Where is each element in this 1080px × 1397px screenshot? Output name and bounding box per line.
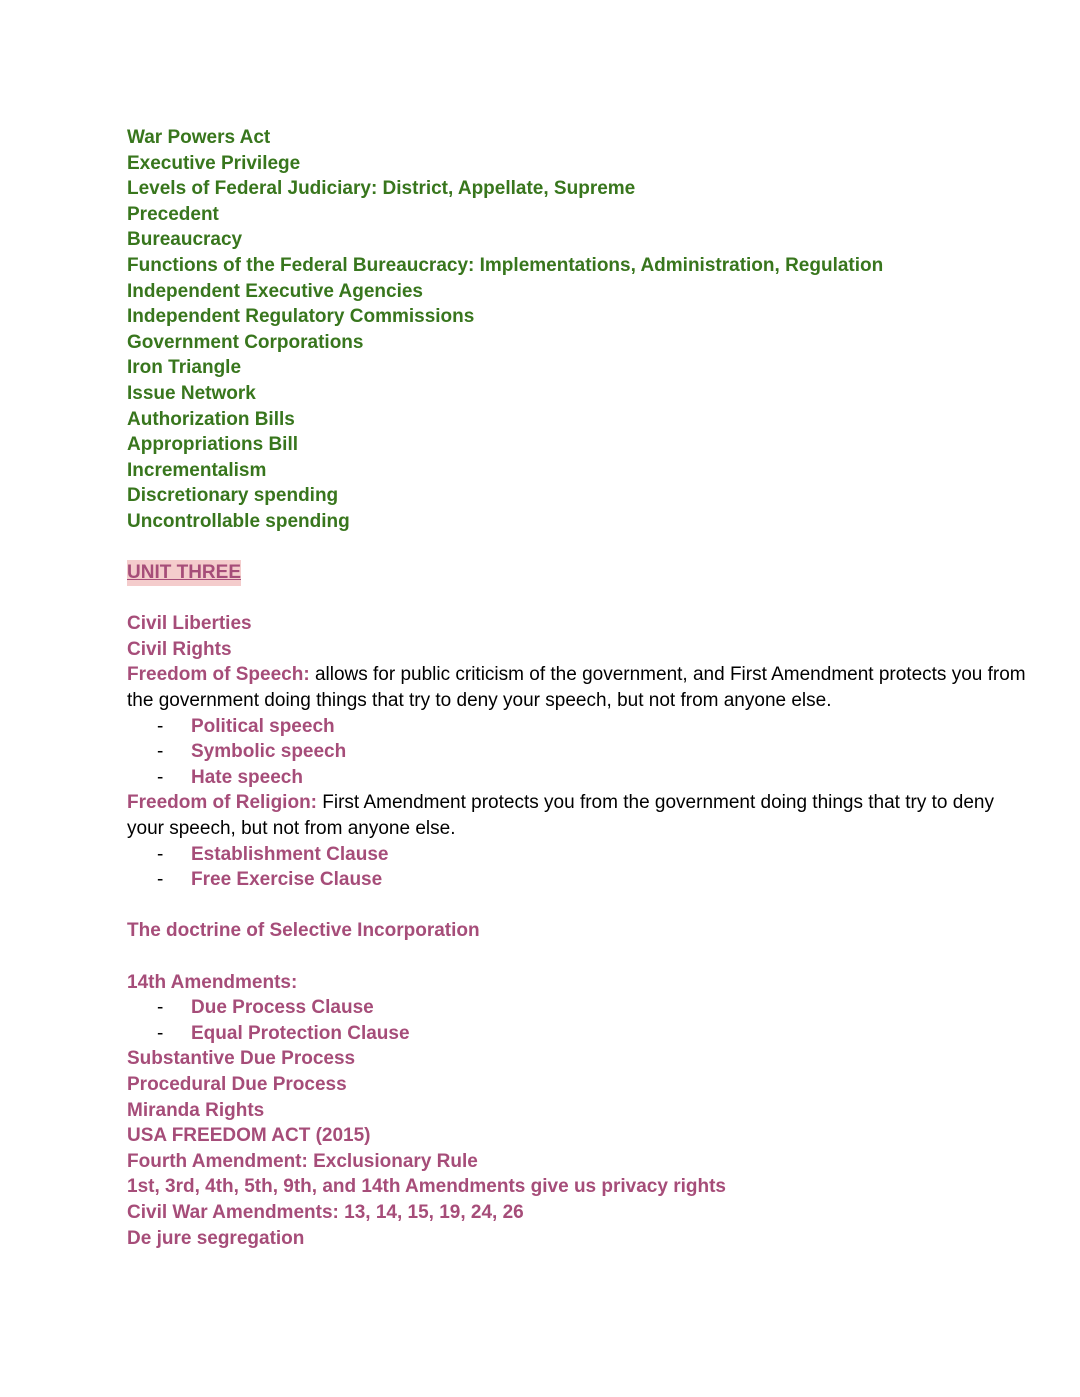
establishment-clause: Establishment Clause [191,843,389,865]
term-privacy-rights: 1st, 3rd, 4th, 5th, 9th, and 14th Amendments give us privacy rights [127,1176,727,1198]
list-item [127,714,1027,740]
term-usa-freedom-act: USA FREEDOM ACT (2015) [127,1125,371,1147]
term-uncontrollable-spending: Uncontrollable spending [127,510,350,532]
bullet-dash: - [157,843,164,865]
term-procedural-due-process: Procedural Due Process [127,1073,347,1095]
term-authorization-bills: Authorization Bills [127,408,295,430]
bullet-dash: - [157,869,164,891]
bullet-dash: - [157,715,164,737]
unit-three-heading: UNIT THREE [127,560,241,586]
hate-speech: Hate speech [191,766,303,788]
freedom-of-speech-entry [127,662,1027,713]
term-exclusionary-rule: Fourth Amendment: Exclusionary Rule [127,1150,478,1172]
spacer [127,535,1027,561]
freedom-of-religion-definition: First Amendment protects you from the government doing things that try to deny your speech, but not from anyone else. [127,792,994,840]
due-process-clause: Due Process Clause [191,997,374,1019]
list-item [127,1021,1027,1047]
term-precedent: Precedent [127,203,219,225]
bullet-dash: - [157,741,164,763]
term-issue-network: Issue Network [127,382,256,404]
term-bureaucracy: Bureaucracy [127,229,243,251]
term-miranda-rights: Miranda Rights [127,1099,265,1121]
symbolic-speech: Symbolic speech [191,741,347,763]
term-incrementalism: Incrementalism [127,459,267,481]
spacer [127,944,1027,970]
spacer [127,893,1027,919]
political-speech: Political speech [191,715,335,737]
term-substantive-due-process: Substantive Due Process [127,1048,356,1070]
equal-protection-clause: Equal Protection Clause [191,1022,410,1044]
term-de-jure-segregation: De jure segregation [127,1227,305,1249]
free-exercise-clause: Free Exercise Clause [191,869,383,891]
term-civil-war-amendments: Civil War Amendments: 13, 14, 15, 19, 24, 26 [127,1201,524,1223]
term-bureaucracy-functions: Functions of the Federal Bureaucracy: Implementations, Administration, Regulation [127,254,884,276]
freedom-of-speech-term: Freedom of Speech: [127,664,310,686]
term-government-corporations: Government Corporations [127,331,364,353]
term-iron-triangle: Iron Triangle [127,357,242,379]
list-item [127,867,1027,893]
term-independent-regulatory-commissions: Independent Regulatory Commissions [127,306,475,328]
term-federal-judiciary-levels: Levels of Federal Judiciary: District, Appellate, Supreme [127,178,636,200]
spacer [127,586,1027,612]
selective-incorporation: The doctrine of Selective Incorporation [127,920,480,942]
term-discretionary-spending: Discretionary spending [127,485,339,507]
bullet-dash: - [157,1022,164,1044]
term-appropriations-bill: Appropriations Bill [127,434,298,456]
notes-page [127,125,1027,1251]
bullet-dash: - [157,997,164,1019]
list-item [127,739,1027,765]
freedom-of-speech-definition: allows for public criticism of the government, and First Amendment protects you from the government doing things that try to deny your speech, but not from anyone else. [127,664,1026,712]
list-item [127,765,1027,791]
fourteenth-amendment-title: 14th Amendments: [127,971,298,993]
list-item [127,995,1027,1021]
term-independent-executive-agencies: Independent Executive Agencies [127,280,423,302]
term-war-powers-act: War Powers Act [127,127,271,148]
bullet-dash: - [157,766,164,788]
term-executive-privilege: Executive Privilege [127,152,301,174]
freedom-of-religion-entry [127,790,1027,841]
term-civil-liberties: Civil Liberties [127,613,252,635]
unit-three-heading-row [127,560,1027,586]
term-civil-rights: Civil Rights [127,638,232,660]
freedom-of-religion-term: Freedom of Religion: [127,792,317,814]
list-item [127,842,1027,868]
